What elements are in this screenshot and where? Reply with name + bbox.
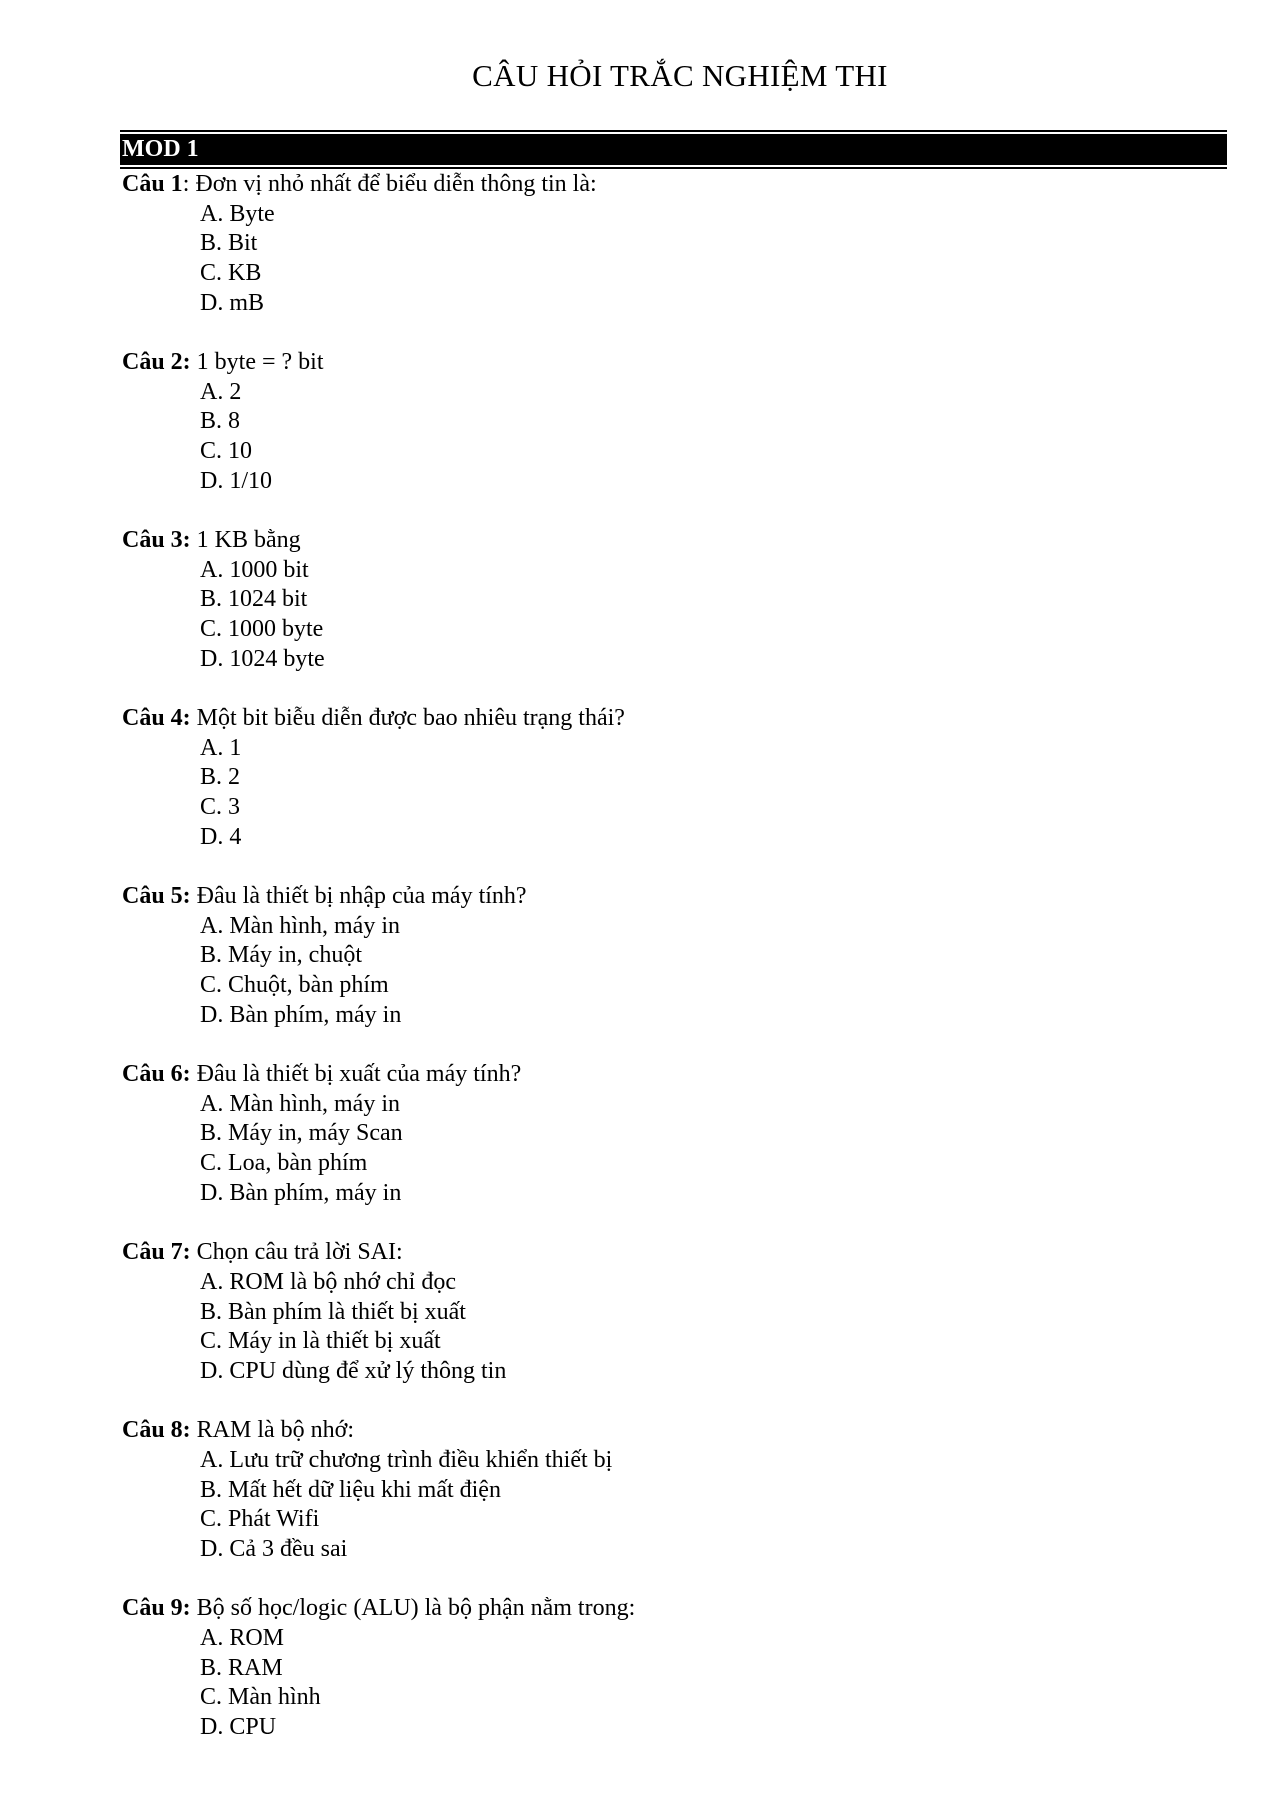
question-number: Câu 6: (122, 1061, 191, 1088)
question-stem (122, 1238, 1222, 1268)
answer-option-c: C. Phát Wifi (200, 1506, 320, 1533)
answer-options (122, 200, 1222, 319)
question-number: Câu 3: (122, 527, 191, 554)
answer-options (122, 556, 1222, 675)
question-number: Câu 1 (122, 171, 183, 197)
answer-option-c: C. Máy in là thiết bị xuất (200, 1328, 441, 1355)
answer-option-a: A. 2 (200, 378, 242, 405)
question-text: Bộ số học/logic (ALU) là bộ phận nằm trong: (196, 1595, 636, 1622)
question-text: Chọn câu trả lời SAI: (196, 1239, 403, 1266)
question-7 (122, 1238, 1222, 1387)
answer-options (122, 378, 1222, 497)
answer-option-c: C. 1000 byte (200, 616, 324, 643)
answer-option-d: D. Bàn phím, máy in (200, 1001, 402, 1028)
question-1 (122, 170, 1222, 319)
question-stem (122, 1416, 1222, 1446)
section-header (120, 130, 1227, 170)
answer-option-a: A. Màn hình, máy in (200, 1090, 400, 1117)
answer-option-a: A. 1000 bit (200, 556, 309, 583)
question-2 (122, 348, 1222, 497)
question-6 (122, 1060, 1222, 1209)
answer-option-d: D. 4 (200, 823, 242, 850)
section-label: MOD 1 (122, 136, 199, 162)
question-stem (122, 704, 1222, 734)
question-8 (122, 1416, 1222, 1565)
answer-options (122, 1268, 1222, 1387)
answer-option-a: A. Màn hình, máy in (200, 912, 400, 939)
question-number: Câu 9: (122, 1595, 191, 1622)
answer-option-b: B. Bit (200, 230, 258, 257)
question-text: Đơn vị nhỏ nhất để biểu diễn thông tin là: (195, 171, 597, 197)
answer-option-c: C. KB (200, 260, 262, 287)
answer-option-b: B. RAM (200, 1654, 283, 1681)
question-number: Câu 5: (122, 883, 191, 910)
answer-option-c: C. 10 (200, 438, 253, 465)
question-4 (122, 704, 1222, 853)
question-3 (122, 526, 1222, 675)
answer-option-c: C. 3 (200, 794, 241, 821)
answer-option-d: D. 1/10 (200, 467, 272, 494)
question-text: Đâu là thiết bị nhập của máy tính? (196, 883, 527, 910)
answer-option-c: C. Chuột, bàn phím (200, 972, 389, 999)
question-text: Đâu là thiết bị xuất của máy tính? (196, 1061, 522, 1088)
answer-option-a: A. Lưu trữ chương trình điều khiển thiết bị (200, 1446, 613, 1473)
answer-options (122, 734, 1222, 853)
answer-option-b: B. Bàn phím là thiết bị xuất (200, 1298, 466, 1325)
section-bottom-rule (120, 167, 1227, 169)
question-stem (122, 170, 1222, 200)
answer-option-a: A. 1 (200, 734, 242, 761)
section-top-rule (120, 130, 1227, 132)
answer-option-a: A. ROM (200, 1624, 285, 1651)
question-stem (122, 1594, 1222, 1624)
answer-options (122, 1090, 1222, 1209)
answer-option-b: B. Máy in, máy Scan (200, 1120, 403, 1147)
question-number: Câu 7: (122, 1239, 191, 1266)
question-number: Câu 2: (122, 349, 191, 376)
answer-option-b: B. 2 (200, 764, 241, 791)
answer-option-d: D. Bàn phím, máy in (200, 1179, 402, 1206)
question-list (122, 170, 1222, 1772)
question-text: 1 KB bằng (196, 527, 301, 554)
answer-option-a: A. ROM là bộ nhớ chỉ đọc (200, 1268, 456, 1295)
document-title: CÂU HỎI TRẮC NGHIỆM THI (472, 58, 888, 93)
answer-options (122, 912, 1222, 1031)
question-9 (122, 1594, 1222, 1743)
answer-option-c: C. Màn hình (200, 1684, 321, 1711)
question-number: Câu 8: (122, 1417, 191, 1444)
question-text: RAM là bộ nhớ: (196, 1417, 355, 1444)
question-text: 1 byte = ? bit (196, 349, 324, 376)
answer-option-a: A. Byte (200, 200, 275, 227)
answer-option-d: D. Cả 3 đều sai (200, 1535, 348, 1562)
answer-option-c: C. Loa, bàn phím (200, 1150, 368, 1177)
section-band (120, 134, 1227, 165)
answer-option-b: B. 1024 bit (200, 586, 308, 613)
answer-option-d: D. 1024 byte (200, 645, 325, 672)
answer-option-d: D. CPU (200, 1713, 277, 1740)
answer-options (122, 1624, 1222, 1743)
question-stem (122, 348, 1222, 378)
question-5 (122, 882, 1222, 1031)
answer-option-b: B. Mất hết dữ liệu khi mất điện (200, 1476, 501, 1503)
question-stem (122, 526, 1222, 556)
question-stem (122, 1060, 1222, 1090)
answer-option-d: D. CPU dùng để xử lý thông tin (200, 1357, 507, 1384)
question-separator: : (182, 171, 196, 197)
answer-option-b: B. 8 (200, 408, 241, 435)
question-number: Câu 4: (122, 705, 191, 732)
answer-option-b: B. Máy in, chuột (200, 942, 362, 969)
answer-options (122, 1446, 1222, 1565)
question-text: Một bit biễu diễn được bao nhiêu trạng thái? (196, 705, 625, 732)
question-stem (122, 882, 1222, 912)
answer-option-d: D. mB (200, 289, 265, 316)
